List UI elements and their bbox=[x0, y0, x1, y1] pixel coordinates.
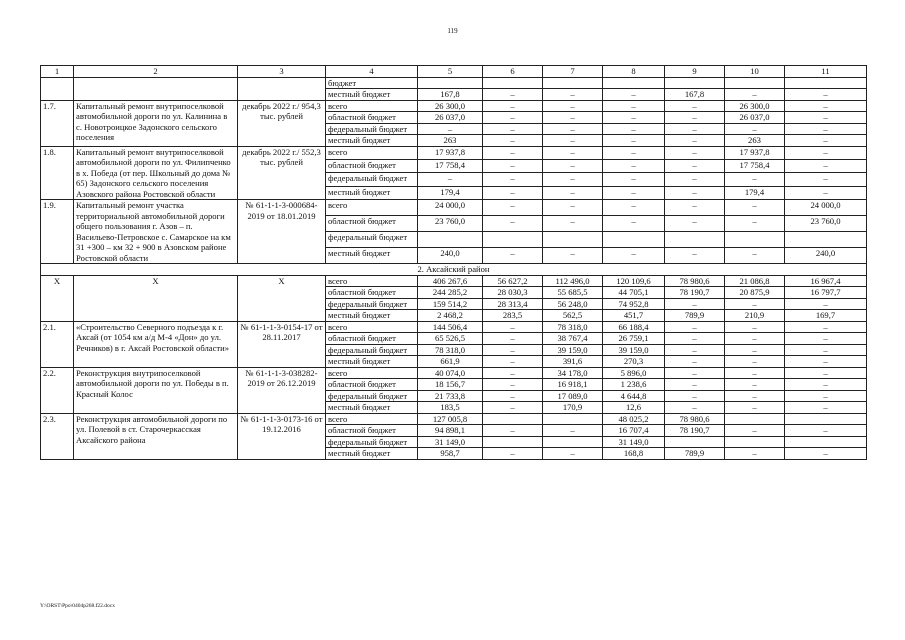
number-cell bbox=[41, 77, 74, 100]
amount-cell: – bbox=[603, 89, 665, 101]
funding-source-cell: областной бюджет bbox=[326, 216, 418, 232]
amount-cell: – bbox=[725, 402, 785, 414]
amount-cell: 789,9 bbox=[665, 310, 725, 322]
amount-cell: – bbox=[603, 173, 665, 186]
amount-cell: 55 685,5 bbox=[543, 287, 603, 299]
amount-cell: – bbox=[665, 135, 725, 147]
amount-cell bbox=[543, 413, 603, 425]
funding-source-cell: федеральный бюджет bbox=[326, 436, 418, 448]
document-cell: № 61-1-1-3-038282-2019 от 26.12.2019 bbox=[238, 367, 326, 413]
amount-cell: 66 188,4 bbox=[603, 321, 665, 333]
column-number-cell: 10 bbox=[725, 66, 785, 78]
amount-cell: – bbox=[725, 448, 785, 460]
object-name-cell: Х bbox=[74, 275, 238, 321]
amount-cell: 270,3 bbox=[603, 356, 665, 368]
amount-cell: – bbox=[785, 448, 867, 460]
amount-cell bbox=[483, 436, 543, 448]
amount-cell: 12,6 bbox=[603, 402, 665, 414]
page-number: 119 bbox=[447, 27, 458, 35]
document-cell: № 61-1-1-3-000684-2019 от 18.01.2019 bbox=[238, 200, 326, 264]
amount-cell: – bbox=[725, 321, 785, 333]
amount-cell: – bbox=[483, 356, 543, 368]
amount-cell: – bbox=[785, 379, 867, 391]
amount-cell: – bbox=[543, 186, 603, 199]
amount-cell: – bbox=[603, 112, 665, 124]
amount-cell: 167,8 bbox=[418, 89, 483, 101]
amount-cell: – bbox=[785, 333, 867, 345]
amount-cell: 2 468,2 bbox=[418, 310, 483, 322]
amount-cell: 16 918,1 bbox=[543, 379, 603, 391]
funding-source-cell: областной бюджет bbox=[326, 159, 418, 172]
amount-cell: – bbox=[483, 159, 543, 172]
amount-cell: – bbox=[483, 248, 543, 264]
column-number-cell: 11 bbox=[785, 66, 867, 78]
funding-source-cell: местный бюджет bbox=[326, 402, 418, 414]
amount-cell: – bbox=[725, 200, 785, 216]
amount-cell: 24 000,0 bbox=[785, 200, 867, 216]
amount-cell: 39 159,0 bbox=[543, 344, 603, 356]
column-number-cell: 6 bbox=[483, 66, 543, 78]
amount-cell: – bbox=[483, 321, 543, 333]
amount-cell: – bbox=[785, 344, 867, 356]
amount-cell: 283,5 bbox=[483, 310, 543, 322]
section-heading: 2. Аксайский район bbox=[41, 264, 867, 276]
amount-cell: – bbox=[665, 390, 725, 402]
funding-source-cell: федеральный бюджет bbox=[326, 232, 418, 248]
column-number-cell: 9 bbox=[665, 66, 725, 78]
table-row bbox=[41, 100, 867, 112]
amount-cell: – bbox=[543, 216, 603, 232]
number-cell: 1.7. bbox=[41, 100, 74, 146]
amount-cell: – bbox=[543, 89, 603, 101]
amount-cell: – bbox=[785, 367, 867, 379]
amount-cell: – bbox=[418, 173, 483, 186]
amount-cell: – bbox=[785, 146, 867, 159]
number-cell: 2.2. bbox=[41, 367, 74, 413]
amount-cell: 179,4 bbox=[418, 186, 483, 199]
amount-cell bbox=[603, 232, 665, 248]
amount-cell: – bbox=[665, 123, 725, 135]
table-row bbox=[41, 275, 867, 287]
amount-cell: – bbox=[483, 173, 543, 186]
amount-cell: 44 705,1 bbox=[603, 287, 665, 299]
amount-cell: 18 156,7 bbox=[418, 379, 483, 391]
amount-cell: 40 074,0 bbox=[418, 367, 483, 379]
amount-cell: – bbox=[543, 248, 603, 264]
amount-cell: 5 896,0 bbox=[603, 367, 665, 379]
amount-cell bbox=[483, 77, 543, 89]
amount-cell: 56 627,2 bbox=[483, 275, 543, 287]
funding-source-cell: всего bbox=[326, 200, 418, 216]
amount-cell: 17 937,8 bbox=[418, 146, 483, 159]
amount-cell bbox=[543, 77, 603, 89]
amount-cell: 56 248,0 bbox=[543, 298, 603, 310]
funding-source-cell: бюджет bbox=[326, 77, 418, 89]
amount-cell: 26 037,0 bbox=[725, 112, 785, 124]
amount-cell: 16 967,4 bbox=[785, 275, 867, 287]
amount-cell: – bbox=[725, 390, 785, 402]
funding-source-cell: всего bbox=[326, 275, 418, 287]
amount-cell: – bbox=[665, 356, 725, 368]
number-cell: 1.8. bbox=[41, 146, 74, 200]
amount-cell: – bbox=[483, 123, 543, 135]
amount-cell: – bbox=[725, 367, 785, 379]
amount-cell bbox=[785, 77, 867, 89]
amount-cell: 26 037,0 bbox=[418, 112, 483, 124]
funding-source-cell: всего bbox=[326, 413, 418, 425]
amount-cell: – bbox=[603, 135, 665, 147]
amount-cell: – bbox=[665, 112, 725, 124]
amount-cell: – bbox=[483, 100, 543, 112]
amount-cell: 17 089,0 bbox=[543, 390, 603, 402]
funding-source-cell: местный бюджет bbox=[326, 356, 418, 368]
amount-cell: 74 952,8 bbox=[603, 298, 665, 310]
amount-cell: 167,8 bbox=[665, 89, 725, 101]
amount-cell bbox=[725, 77, 785, 89]
amount-cell: 406 267,6 bbox=[418, 275, 483, 287]
amount-cell: – bbox=[665, 248, 725, 264]
amount-cell bbox=[543, 436, 603, 448]
amount-cell: 127 005,8 bbox=[418, 413, 483, 425]
amount-cell bbox=[603, 77, 665, 89]
amount-cell: 94 898,1 bbox=[418, 425, 483, 437]
amount-cell bbox=[418, 232, 483, 248]
amount-cell: 38 767,4 bbox=[543, 333, 603, 345]
amount-cell: – bbox=[665, 298, 725, 310]
amount-cell bbox=[785, 436, 867, 448]
object-name-cell: Капитальный ремонт внутрипоселковой автомобильной дороги по ул. Калинина в с. Новотроицкое Задонского сельского поселения bbox=[74, 100, 238, 146]
column-number-cell: 3 bbox=[238, 66, 326, 78]
amount-cell: 4 644,8 bbox=[603, 390, 665, 402]
amount-cell: 20 875,9 bbox=[725, 287, 785, 299]
amount-cell: – bbox=[543, 135, 603, 147]
amount-cell: 16 797,7 bbox=[785, 287, 867, 299]
amount-cell bbox=[418, 77, 483, 89]
amount-cell bbox=[665, 436, 725, 448]
amount-cell: – bbox=[543, 100, 603, 112]
amount-cell: 170,9 bbox=[543, 402, 603, 414]
funding-source-cell: федеральный бюджет bbox=[326, 344, 418, 356]
object-name-cell: Реконструкция внутрипоселковой автомобильной дороги по ул. Победы в п. Красный Колос bbox=[74, 367, 238, 413]
amount-cell: 183,5 bbox=[418, 402, 483, 414]
amount-cell: – bbox=[725, 298, 785, 310]
number-cell: 2.3. bbox=[41, 413, 74, 459]
amount-cell bbox=[785, 413, 867, 425]
column-number-cell: 8 bbox=[603, 66, 665, 78]
amount-cell: – bbox=[543, 200, 603, 216]
column-number-cell: 4 bbox=[326, 66, 418, 78]
amount-cell: – bbox=[603, 159, 665, 172]
amount-cell: – bbox=[483, 448, 543, 460]
funding-source-cell: местный бюджет bbox=[326, 89, 418, 101]
amount-cell: – bbox=[785, 402, 867, 414]
amount-cell bbox=[483, 413, 543, 425]
amount-cell: – bbox=[665, 186, 725, 199]
object-name-cell: «Строительство Северного подъезда к г. Аксай (от 1054 км а/д М-4 «Дон» до ул. Речников) в г. Аксай Ростовской области» bbox=[74, 321, 238, 367]
amount-cell: – bbox=[483, 186, 543, 199]
column-number-cell: 5 bbox=[418, 66, 483, 78]
amount-cell: – bbox=[483, 425, 543, 437]
amount-cell: – bbox=[603, 186, 665, 199]
amount-cell: – bbox=[543, 173, 603, 186]
column-number-cell: 2 bbox=[74, 66, 238, 78]
table-row bbox=[41, 200, 867, 216]
funding-source-cell: местный бюджет bbox=[326, 135, 418, 147]
number-cell: 1.9. bbox=[41, 200, 74, 264]
amount-cell: 78 318,0 bbox=[543, 321, 603, 333]
table-row bbox=[41, 367, 867, 379]
amount-cell: – bbox=[483, 89, 543, 101]
table-row bbox=[41, 413, 867, 425]
document-cell: № 61-1-1-3-0154-17 от 28.11.2017 bbox=[238, 321, 326, 367]
amount-cell: 24 000,0 bbox=[418, 200, 483, 216]
amount-cell: – bbox=[483, 333, 543, 345]
amount-cell: – bbox=[603, 200, 665, 216]
amount-cell: 17 937,8 bbox=[725, 146, 785, 159]
funding-source-cell: всего bbox=[326, 100, 418, 112]
amount-cell: 78 980,6 bbox=[665, 413, 725, 425]
object-name-cell: Капитальный ремонт внутрипоселковой автомобильной дороги по ул. Филипченко в х. Победа (от пер. Школьный до дома № 65) Задонского сельского поселения Азовского района Ростовской области bbox=[74, 146, 238, 200]
amount-cell: – bbox=[725, 333, 785, 345]
amount-cell: – bbox=[603, 248, 665, 264]
funding-source-cell: областной бюджет bbox=[326, 425, 418, 437]
amount-cell: 179,4 bbox=[725, 186, 785, 199]
section-row bbox=[41, 264, 867, 276]
funding-source-cell: всего bbox=[326, 321, 418, 333]
amount-cell: 78 318,0 bbox=[418, 344, 483, 356]
amount-cell: 112 496,0 bbox=[543, 275, 603, 287]
amount-cell bbox=[785, 232, 867, 248]
table-row bbox=[41, 321, 867, 333]
amount-cell: 26 759,1 bbox=[603, 333, 665, 345]
amount-cell bbox=[725, 413, 785, 425]
amount-cell: 244 285,2 bbox=[418, 287, 483, 299]
amount-cell: – bbox=[543, 448, 603, 460]
amount-cell: – bbox=[483, 379, 543, 391]
amount-cell: – bbox=[785, 112, 867, 124]
amount-cell: 31 149,0 bbox=[603, 436, 665, 448]
amount-cell: – bbox=[785, 135, 867, 147]
funding-source-cell: местный бюджет bbox=[326, 448, 418, 460]
amount-cell: – bbox=[665, 379, 725, 391]
amount-cell: – bbox=[725, 425, 785, 437]
amount-cell: – bbox=[665, 173, 725, 186]
funding-source-cell: местный бюджет bbox=[326, 310, 418, 322]
amount-cell: – bbox=[725, 356, 785, 368]
funding-source-cell: федеральный бюджет bbox=[326, 298, 418, 310]
amount-cell: – bbox=[483, 367, 543, 379]
funding-source-cell: федеральный бюджет bbox=[326, 173, 418, 186]
amount-cell: – bbox=[785, 298, 867, 310]
amount-cell: 1 238,6 bbox=[603, 379, 665, 391]
amount-cell: 263 bbox=[418, 135, 483, 147]
amount-cell: – bbox=[785, 390, 867, 402]
amount-cell: – bbox=[483, 112, 543, 124]
amount-cell: 48 025,2 bbox=[603, 413, 665, 425]
funding-source-cell: федеральный бюджет bbox=[326, 390, 418, 402]
amount-cell: 789,9 bbox=[665, 448, 725, 460]
amount-cell: – bbox=[665, 216, 725, 232]
table-row bbox=[41, 146, 867, 159]
amount-cell: – bbox=[483, 216, 543, 232]
amount-cell: – bbox=[785, 356, 867, 368]
amount-cell: 144 506,4 bbox=[418, 321, 483, 333]
amount-cell: 958,7 bbox=[418, 448, 483, 460]
amount-cell: – bbox=[725, 123, 785, 135]
amount-cell: 28 313,4 bbox=[483, 298, 543, 310]
funding-source-cell: областной бюджет bbox=[326, 287, 418, 299]
object-name-cell: Капитальный ремонт участка территориальной автомобильной дороги общего пользования г. Азов – п. Васильево-Петровское с. Самарское на км 31 +300 – км 32 + 900 в Азовском районе Ростовской области bbox=[74, 200, 238, 264]
amount-cell: – bbox=[665, 402, 725, 414]
funding-source-cell: областной бюджет bbox=[326, 333, 418, 345]
number-cell: 2.1. bbox=[41, 321, 74, 367]
program-table bbox=[40, 65, 867, 460]
amount-cell: 34 178,0 bbox=[543, 367, 603, 379]
amount-cell: 240,0 bbox=[785, 248, 867, 264]
funding-source-cell: областной бюджет bbox=[326, 379, 418, 391]
amount-cell bbox=[725, 232, 785, 248]
funding-source-cell: местный бюджет bbox=[326, 248, 418, 264]
funding-source-cell: местный бюджет bbox=[326, 186, 418, 199]
amount-cell: – bbox=[603, 123, 665, 135]
amount-cell: 78 980,6 bbox=[665, 275, 725, 287]
amount-cell: 31 149,0 bbox=[418, 436, 483, 448]
amount-cell: – bbox=[785, 100, 867, 112]
amount-cell: – bbox=[725, 248, 785, 264]
amount-cell: 65 526,5 bbox=[418, 333, 483, 345]
amount-cell: 240,0 bbox=[418, 248, 483, 264]
amount-cell: – bbox=[725, 89, 785, 101]
amount-cell bbox=[665, 77, 725, 89]
amount-cell: – bbox=[603, 216, 665, 232]
amount-cell: – bbox=[665, 159, 725, 172]
amount-cell: – bbox=[785, 123, 867, 135]
amount-cell: – bbox=[665, 200, 725, 216]
funding-source-cell: всего bbox=[326, 146, 418, 159]
amount-cell: – bbox=[785, 159, 867, 172]
amount-cell: – bbox=[483, 146, 543, 159]
funding-source-cell: областной бюджет bbox=[326, 112, 418, 124]
amount-cell: 17 758,4 bbox=[418, 159, 483, 172]
amount-cell: 169,7 bbox=[785, 310, 867, 322]
amount-cell: 210,9 bbox=[725, 310, 785, 322]
amount-cell: 159 514,2 bbox=[418, 298, 483, 310]
document-cell bbox=[238, 77, 326, 100]
amount-cell: – bbox=[483, 135, 543, 147]
amount-cell: – bbox=[665, 367, 725, 379]
amount-cell: 168,8 bbox=[603, 448, 665, 460]
amount-cell: – bbox=[665, 146, 725, 159]
amount-cell: 263 bbox=[725, 135, 785, 147]
amount-cell: 391,6 bbox=[543, 356, 603, 368]
amount-cell: – bbox=[603, 100, 665, 112]
amount-cell: – bbox=[665, 344, 725, 356]
amount-cell: – bbox=[483, 344, 543, 356]
column-number-cell: 7 bbox=[543, 66, 603, 78]
amount-cell: 21 733,8 bbox=[418, 390, 483, 402]
amount-cell: – bbox=[785, 173, 867, 186]
amount-cell: – bbox=[543, 112, 603, 124]
amount-cell: 78 190,7 bbox=[665, 287, 725, 299]
object-name-cell: Реконструкция автомобильной дороги по ул. Полевой в ст. Старочеркасская Аксайского района bbox=[74, 413, 238, 459]
amount-cell bbox=[725, 436, 785, 448]
amount-cell: 28 030,3 bbox=[483, 287, 543, 299]
amount-cell: 16 707,4 bbox=[603, 425, 665, 437]
amount-cell: – bbox=[665, 333, 725, 345]
number-cell: Х bbox=[41, 275, 74, 321]
amount-cell: – bbox=[725, 173, 785, 186]
funding-source-cell: всего bbox=[326, 367, 418, 379]
amount-cell: 21 086,8 bbox=[725, 275, 785, 287]
amount-cell: – bbox=[725, 216, 785, 232]
amount-cell: – bbox=[418, 123, 483, 135]
amount-cell: – bbox=[785, 425, 867, 437]
object-name-cell bbox=[74, 77, 238, 100]
amount-cell: 17 758,4 bbox=[725, 159, 785, 172]
amount-cell: – bbox=[543, 159, 603, 172]
amount-cell: – bbox=[483, 200, 543, 216]
amount-cell: – bbox=[665, 100, 725, 112]
amount-cell bbox=[665, 232, 725, 248]
file-path-footer: Y:\ORST\Ppo\0404p268.f22.docx bbox=[40, 603, 115, 609]
amount-cell: – bbox=[543, 425, 603, 437]
column-number-cell: 1 bbox=[41, 66, 74, 78]
amount-cell bbox=[483, 232, 543, 248]
document-cell: декабрь 2022 г./ 954,3 тыс. рублей bbox=[238, 100, 326, 146]
amount-cell: – bbox=[725, 379, 785, 391]
amount-cell: 23 760,0 bbox=[418, 216, 483, 232]
amount-cell: 562,5 bbox=[543, 310, 603, 322]
document-cell: № 61-1-1-3-0173-16 от 19.12.2016 bbox=[238, 413, 326, 459]
amount-cell: – bbox=[785, 186, 867, 199]
column-number-row bbox=[41, 66, 867, 78]
amount-cell: – bbox=[483, 402, 543, 414]
amount-cell: 661,9 bbox=[418, 356, 483, 368]
amount-cell: 120 109,6 bbox=[603, 275, 665, 287]
amount-cell: – bbox=[725, 344, 785, 356]
amount-cell: 26 300,0 bbox=[725, 100, 785, 112]
amount-cell: 78 190,7 bbox=[665, 425, 725, 437]
amount-cell: – bbox=[543, 146, 603, 159]
document-cell: декабрь 2022 г./ 552,3 тыс. рублей bbox=[238, 146, 326, 200]
amount-cell: 23 760,0 bbox=[785, 216, 867, 232]
document-cell: Х bbox=[238, 275, 326, 321]
amount-cell: – bbox=[483, 390, 543, 402]
amount-cell: – bbox=[603, 146, 665, 159]
table-row bbox=[41, 77, 867, 89]
amount-cell: – bbox=[785, 89, 867, 101]
funding-source-cell: федеральный бюджет bbox=[326, 123, 418, 135]
amount-cell: 26 300,0 bbox=[418, 100, 483, 112]
amount-cell: – bbox=[785, 321, 867, 333]
amount-cell bbox=[543, 232, 603, 248]
amount-cell: 39 159,0 bbox=[603, 344, 665, 356]
amount-cell: – bbox=[543, 123, 603, 135]
amount-cell: 451,7 bbox=[603, 310, 665, 322]
amount-cell: – bbox=[665, 321, 725, 333]
